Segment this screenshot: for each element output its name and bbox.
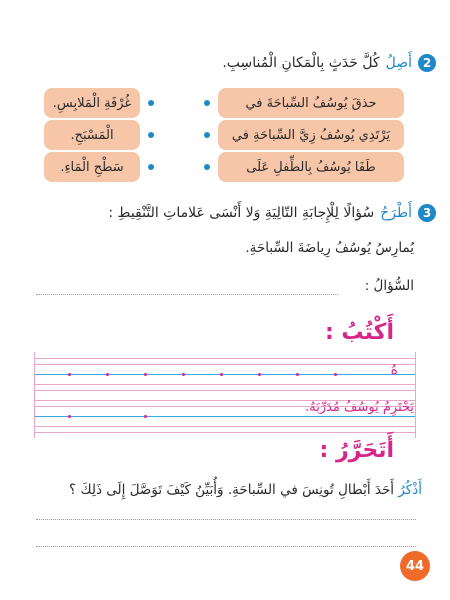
ruled-line-base bbox=[34, 416, 416, 417]
place-pill-3: سَطْحِ الْمَاءِ. bbox=[44, 152, 140, 182]
place-pill-1: غُرْفَةِ الْمَلابِسِ. bbox=[44, 88, 140, 118]
free-expression-prompt bbox=[69, 482, 422, 498]
match-dot-place-1[interactable] bbox=[148, 100, 154, 106]
guide-dot bbox=[144, 373, 147, 376]
guide-dot bbox=[296, 373, 299, 376]
margin-line bbox=[415, 352, 416, 438]
free-expression-title: أَتَحَرَّرُ : bbox=[319, 438, 394, 463]
match-dot-place-3[interactable] bbox=[148, 164, 154, 170]
event-pill-2: يَرْتَدِي يُوسُفُ زِيَّ السِّباحَةِ في bbox=[218, 120, 404, 150]
ruled-line-base bbox=[34, 374, 416, 375]
exercise-2-heading bbox=[222, 54, 436, 72]
exercise-number-badge: 3 bbox=[418, 204, 436, 222]
page-number-badge: 44 bbox=[400, 551, 430, 581]
answer-line-1[interactable] bbox=[36, 519, 416, 520]
exercise-3-heading bbox=[108, 204, 436, 222]
guide-dot bbox=[106, 373, 109, 376]
ruled-line bbox=[34, 384, 416, 385]
guide-dot bbox=[258, 373, 261, 376]
guide-dot bbox=[334, 373, 337, 376]
guide-dot bbox=[144, 415, 147, 418]
exercise-verb: أَصِلُ bbox=[385, 55, 412, 71]
ruled-line bbox=[34, 432, 416, 433]
writing-title: أَكْتُبُ : bbox=[324, 320, 394, 345]
ruled-line bbox=[34, 390, 416, 391]
guide-dot bbox=[182, 373, 185, 376]
given-answer: يُمارِسُ يُوسُفُ رِياضَةَ السِّباحَةِ. bbox=[245, 240, 414, 256]
exercise-instruction: سُؤالًا لِلْإِجابَةِ التّالِيَةِ وَلا أَنْسَى عَلاماتِ التَّنْقِيطِ : bbox=[108, 205, 375, 221]
match-dot-event-2[interactable] bbox=[204, 132, 210, 138]
match-dot-event-1[interactable] bbox=[204, 100, 210, 106]
ruled-line bbox=[34, 364, 416, 365]
question-label: السُّؤالُ : bbox=[364, 278, 414, 294]
guide-dot bbox=[68, 373, 71, 376]
match-dot-place-2[interactable] bbox=[148, 132, 154, 138]
question-answer-line[interactable] bbox=[36, 294, 338, 295]
match-dot-event-3[interactable] bbox=[204, 164, 210, 170]
exercise-number-badge: 2 bbox=[418, 54, 436, 72]
guide-dot bbox=[68, 415, 71, 418]
ruled-line bbox=[34, 358, 416, 359]
place-pill-2: الْمَسْبَحِ. bbox=[44, 120, 140, 150]
event-pill-1: حذقَ يُوسُفُ السِّباحَةَ في bbox=[218, 88, 404, 118]
exercise-instruction: كُلَّ حَدَثٍ بِالْمَكانِ الْمُناسِبِ. bbox=[222, 55, 380, 71]
margin-line bbox=[34, 352, 35, 438]
event-pill-3: طَفَا يُوسُفُ بِالطِّفلِ عَلَى bbox=[218, 152, 404, 182]
prompt-text: أَحَدَ أَبْطالِ تُونِسَ في السِّباحَةِ. وَأُبَيِّنُ كَيْفَ تَوَصَّلَ إِلَى ذَلِكَ ؟ bbox=[69, 482, 395, 498]
ruled-line bbox=[34, 426, 416, 427]
exercise-verb: أَطْرَحُ bbox=[380, 205, 412, 221]
model-letter: هُ bbox=[390, 362, 398, 378]
model-sentence: يَحْتَرِمُ يُوسُفُ مُدَرِّبَهُ. bbox=[305, 400, 414, 415]
guide-dot bbox=[220, 373, 223, 376]
prompt-verb: أَذْكُرُ bbox=[398, 482, 422, 498]
answer-line-2[interactable] bbox=[36, 546, 416, 547]
